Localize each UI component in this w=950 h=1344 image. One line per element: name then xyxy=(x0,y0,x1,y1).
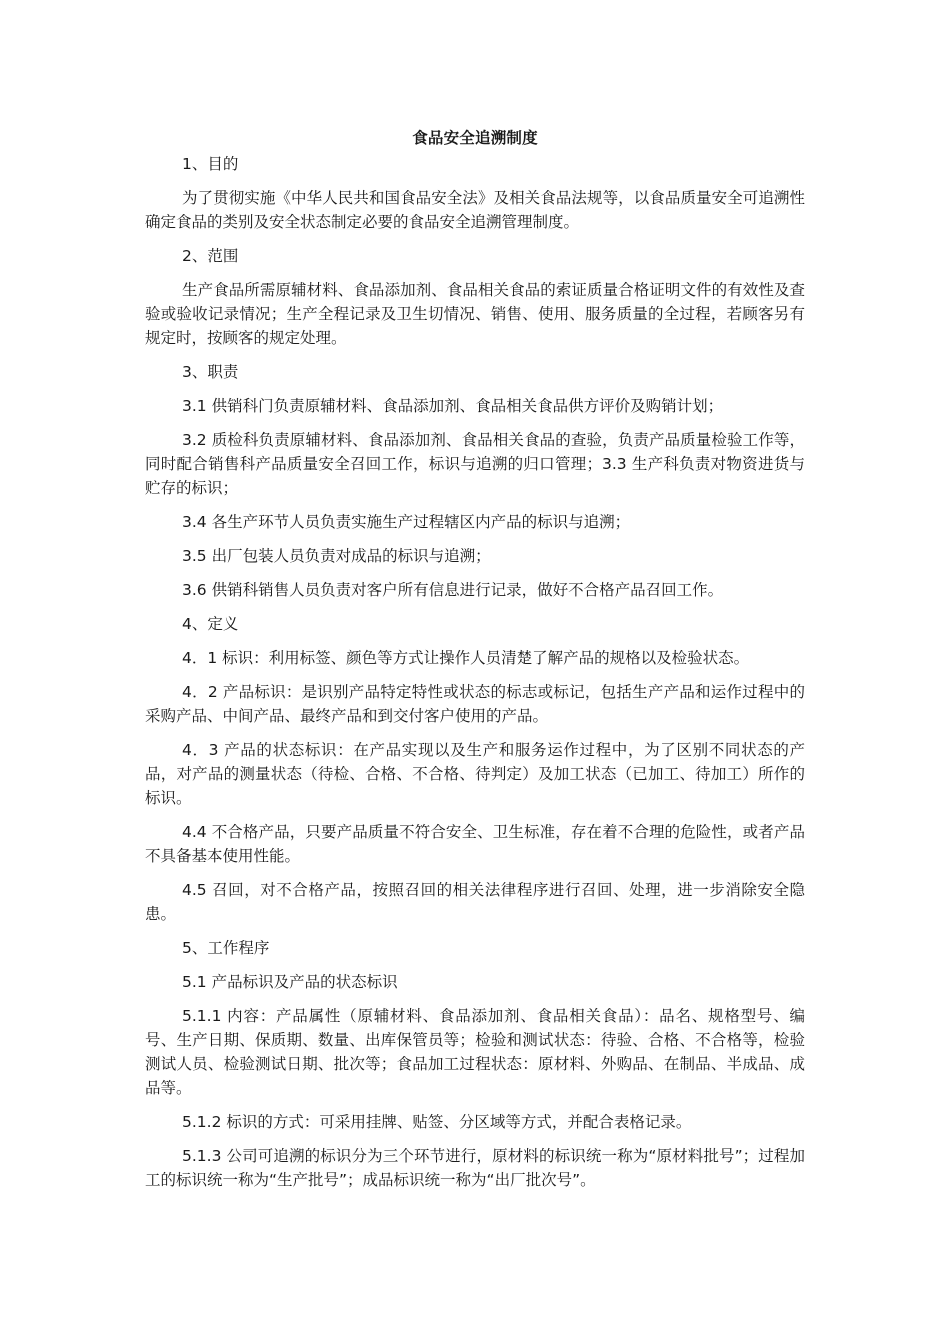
paragraph-duty-3-6: 3.6 供销科销售人员负责对客户所有信息进行记录，做好不合格产品召回工作。 xyxy=(182,581,724,599)
document-page xyxy=(145,126,805,1202)
paragraph-purpose: 为了贯彻实施《中华人民共和国食品安全法》及相关食品法规等，以食品质量安全可追溯性确定食品的类别及安全状态制定必要的食品安全追溯管理制度。 xyxy=(145,189,805,231)
paragraph-duty-3-1: 3.1 供销科门负责原辅材料、食品添加剂、食品相关食品供方评价及购销计划； xyxy=(182,397,724,415)
paragraph-definition-4-4: 4.4 不合格产品，只要产品质量不符合安全、卫生标准，存在着不合理的危险性，或者产品不具备基本使用性能。 xyxy=(145,823,805,865)
paragraph-definition-4-3: 4．3 产品的状态标识：在产品实现以及生产和服务运作过程中，为了区别不同状态的产品，对产品的测量状态（待检、合格、不合格、待判定）及加工状态（已加工、待加工）所作的标识。 xyxy=(145,741,805,807)
document-title: 食品安全追溯制度 xyxy=(412,129,538,147)
paragraph-duty-3-2: 3.2 质检科负责原辅材料、食品添加剂、食品相关食品的查验，负责产品质量检验工作等，同时配合销售科产品质量安全召回工作，标识与追溯的归口管理；3.3 生产科负责对物资进货与贮存的标识； xyxy=(145,431,805,497)
section-heading-duties: 3、职责 xyxy=(182,363,239,381)
paragraph-duty-3-5: 3.5 出厂包装人员负责对成品的标识与追溯； xyxy=(182,547,491,565)
paragraph-procedure-5-1-2: 5.1.2 标识的方式：可采用挂牌、贴签、分区域等方式，并配合表格记录。 xyxy=(182,1113,692,1131)
paragraph-procedure-5-1-3: 5.1.3 公司可追溯的标识分为三个环节进行，原材料的标识统一称为“原材料批号”；过程加工的标识统一称为“生产批号”；成品标识统一称为“出厂批次号”。 xyxy=(145,1147,805,1189)
paragraph-definition-4-5: 4.5 召回，对不合格产品，按照召回的相关法律程序进行召回、处理，进一步消除安全隐患。 xyxy=(145,881,805,923)
paragraph-scope: 生产食品所需原辅材料、食品添加剂、食品相关食品的索证质量合格证明文件的有效性及查验或验收记录情况；生产全程记录及卫生切情况、销售、使用、服务质量的全过程，若顾客另有规定时，按顾客的规定处理。 xyxy=(145,281,805,347)
paragraph-definition-4-1: 4．1 标识：利用标签、颜色等方式让操作人员清楚了解产品的规格以及检验状态。 xyxy=(182,649,750,667)
paragraph-procedure-5-1-1: 5.1.1 内容：产品属性（原辅材料、食品添加剂、食品相关食品）：品名、规格型号、编号、生产日期、保质期、数量、出库保管员等；检验和测试状态：待验、合格、不合格等，检验测试人员、检验测试日期、批次等；食品加工过程状态：原材料、外购品、在制品、半成品、成品等。 xyxy=(145,1007,805,1097)
paragraph-procedure-5-1: 5.1 产品标识及产品的状态标识 xyxy=(182,973,398,991)
section-heading-purpose: 1、目的 xyxy=(182,155,239,173)
section-heading-definitions: 4、定义 xyxy=(182,615,239,633)
paragraph-definition-4-2: 4．2 产品标识：是识别产品特定特性或状态的标志或标记，包括生产产品和运作过程中的采购产品、中间产品、最终产品和到交付客户使用的产品。 xyxy=(145,683,805,725)
section-heading-procedure: 5、工作程序 xyxy=(182,939,270,957)
paragraph-duty-3-4: 3.4 各生产环节人员负责实施生产过程辖区内产品的标识与追溯； xyxy=(182,513,631,531)
section-heading-scope: 2、范围 xyxy=(182,247,239,265)
